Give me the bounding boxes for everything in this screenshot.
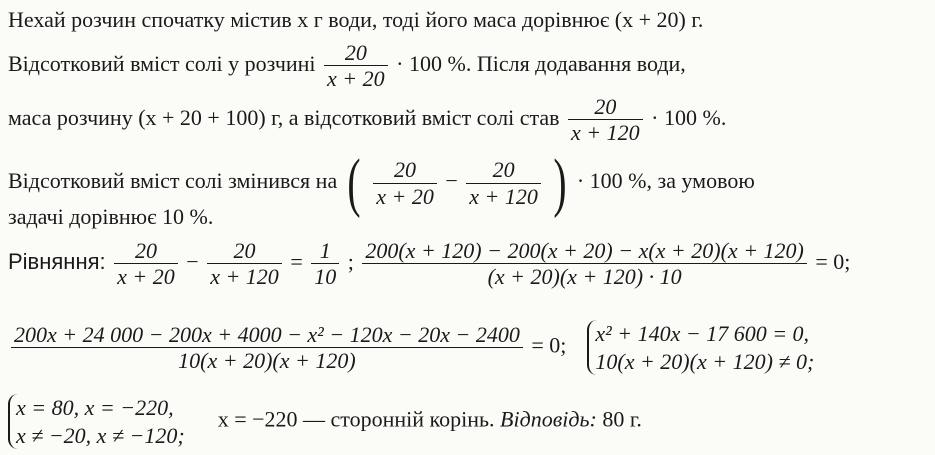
big-fraction [11,322,523,374]
system-1 [587,320,814,375]
right-paren: ) [553,146,567,219]
system-1-line-b: 10(x + 20)(x + 120) ≠ 0; [595,348,815,374]
fraction-new-concentration [568,94,643,146]
line-2 [8,40,686,92]
line-2-text: Відсотковий вміст солі у розчині [8,50,316,76]
system-2-line-a: x = 80, x = −220, [16,395,174,420]
system-2 [8,394,185,449]
line-5: задачі дорівнює 10 %. [8,204,214,229]
eq-fraction-1 [114,238,178,290]
fraction-numerator: 20 [466,157,541,183]
separator: ; [347,248,354,274]
fraction-numerator: 20 [373,157,437,183]
system-1-line-a: x² + 140x − 17 600 = 0, [595,321,810,346]
line-4-text: Відсотковий вміст солі змінився на [8,168,338,194]
fraction-numerator: 1 [311,238,339,264]
minus-sign: − [186,248,199,274]
line-3 [8,94,726,146]
equals-sign: = [290,248,303,274]
fraction-denominator: 10(x + 20)(x + 120) [178,348,356,373]
equation-line [8,238,850,290]
fraction-denominator: 10 [314,264,337,290]
fraction-initial-concentration [324,40,388,92]
fraction-denominator: x + 20 [117,264,175,290]
fraction-denominator: x + 120 [571,120,640,146]
fraction-denominator: x + 120 [210,264,279,290]
fraction-numerator: 200(x + 120) − 200(x + 20) − x(x + 20)(x + 120) [362,238,807,264]
fraction-b [466,157,541,209]
fraction-denominator: (x + 20)(x + 120) · 10 [487,264,682,290]
simplified-line [8,320,814,375]
minus-sign: − [445,168,458,194]
line-4-after: · 100 %, за умовою [576,168,755,194]
equation-end: = 0; [815,248,851,274]
line-3-text: маса розчину (x + 20 + 100) г, а відсотковий вміст солі став [8,104,560,130]
equation-end: = 0; [531,332,567,358]
eq-fraction-4 [362,238,807,290]
fraction-denominator: x + 20 [327,66,385,92]
eq-fraction-3 [311,238,339,290]
system-2-line-b: x ≠ −20, x ≠ −120; [16,422,185,448]
left-paren: ( [347,146,361,219]
line-3-after: · 100 %. [651,104,727,130]
fraction-a [373,157,437,209]
fraction-numerator: 20 [324,40,388,66]
equation-label: Рівняння: [8,248,106,274]
line-1: Нехай розчин спочатку містив x г води, тоді його маса дорівнює (x + 20) г. [8,7,704,32]
fraction-numerator: 20 [114,238,178,264]
fraction-denominator: x + 20 [376,183,434,209]
fraction-numerator: 200x + 24 000 − 200x + 4000 − x² − 120x − 20x − 2400 [11,322,523,348]
eq-fraction-2 [207,238,282,290]
extraneous-root-text: x = −220 — сторонній корінь. [217,406,495,432]
line-2-after: · 100 %. Після додавання води, [396,50,686,76]
final-line [8,394,642,449]
answer-value: 80 г. [602,406,642,432]
fraction-numerator: 20 [568,94,643,120]
fraction-denominator: x + 120 [469,183,538,209]
fraction-numerator: 20 [207,238,282,264]
answer-label: Відповідь: [500,406,597,432]
